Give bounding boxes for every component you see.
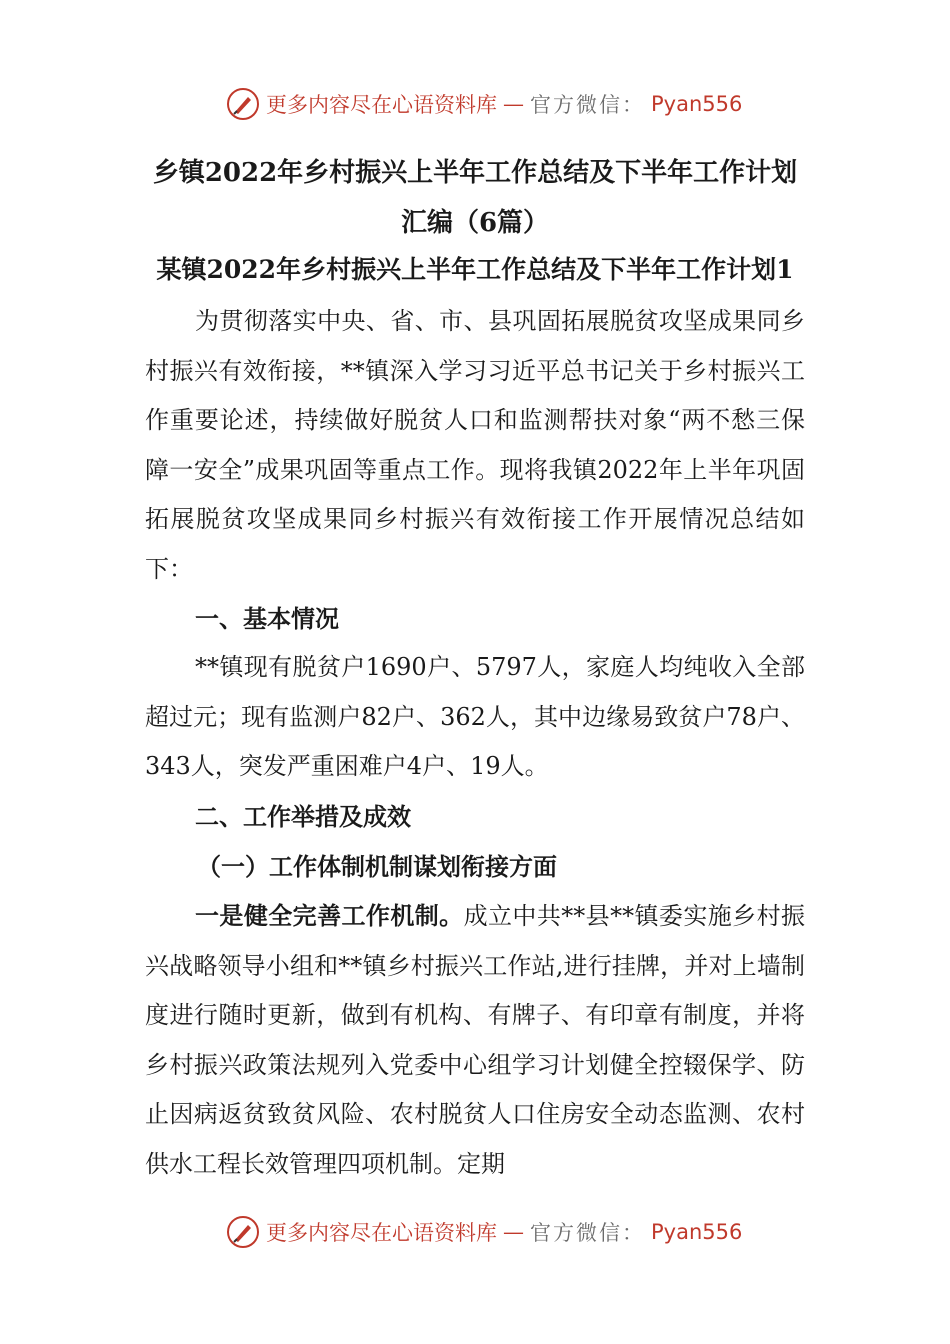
watermark-dash: — (503, 92, 524, 116)
subsection-heading-mechanism: （一）工作体制机制谋划衔接方面 (197, 852, 557, 881)
watermark-official: 官方微信： (530, 93, 645, 117)
watermark-official: 官方微信： (530, 1221, 645, 1245)
paragraph-lead: 一是健全完善工作机制。 (195, 901, 464, 930)
mechanism-paragraph (145, 891, 805, 1189)
pen-quill-icon (226, 1215, 260, 1249)
document-subtitle: 某镇2022年乡村振兴上半年工作总结及下半年工作计划1 (156, 255, 794, 284)
paragraph-body: 成立中共**县**镇委实施乡村振兴战略领导小组和**镇乡村振兴工作站,进行挂牌，并对上墙制度进行随时更新，做到有机构、有牌子、有印章有制度，并将乡村振兴政策法规列入党委中心组学习计划健全控辍保学、防止因病返贫致贫风险、农村脱贫人口住房安全动态监测、农村供水工程长效管理四项机制。定期 (145, 902, 806, 1178)
watermark-header (226, 84, 746, 124)
section-heading-measures: 二、工作举措及成效 (195, 802, 411, 831)
watermark-id: Pyan556 (651, 1220, 743, 1244)
basic-info-paragraph: **镇现有脱贫户1690户、5797人，家庭人均纯收入全部超过元；现有监测户82户、362人，其中边缘易致贫户78户、343人，突发严重困难户4户、19人。 (145, 653, 805, 780)
watermark-id: Pyan556 (651, 92, 743, 116)
watermark-dash: — (503, 1220, 524, 1244)
document-title: 乡镇2022年乡村振兴上半年工作总结及下半年工作计划汇编（6篇） (152, 158, 798, 238)
section-heading-basic: 一、基本情况 (195, 604, 339, 633)
pen-quill-icon (226, 87, 260, 121)
watermark-text: 更多内容尽在心语资料库 (266, 1221, 497, 1245)
watermark-text: 更多内容尽在心语资料库 (266, 93, 497, 117)
watermark-footer (226, 1212, 746, 1252)
intro-paragraph: 为贯彻落实中央、省、市、县巩固拓展脱贫攻坚成果同乡村振兴有效衔接，**镇深入学习习近平总书记关于乡村振兴工作重要论述，持续做好脱贫人口和监测帮扶对象“两不愁三保障一安全”成果巩固等重点工作。现将我镇2022年上半年巩固拓展脱贫攻坚成果同乡村振兴有效衔接工作开展情况总结如下： (145, 307, 805, 583)
